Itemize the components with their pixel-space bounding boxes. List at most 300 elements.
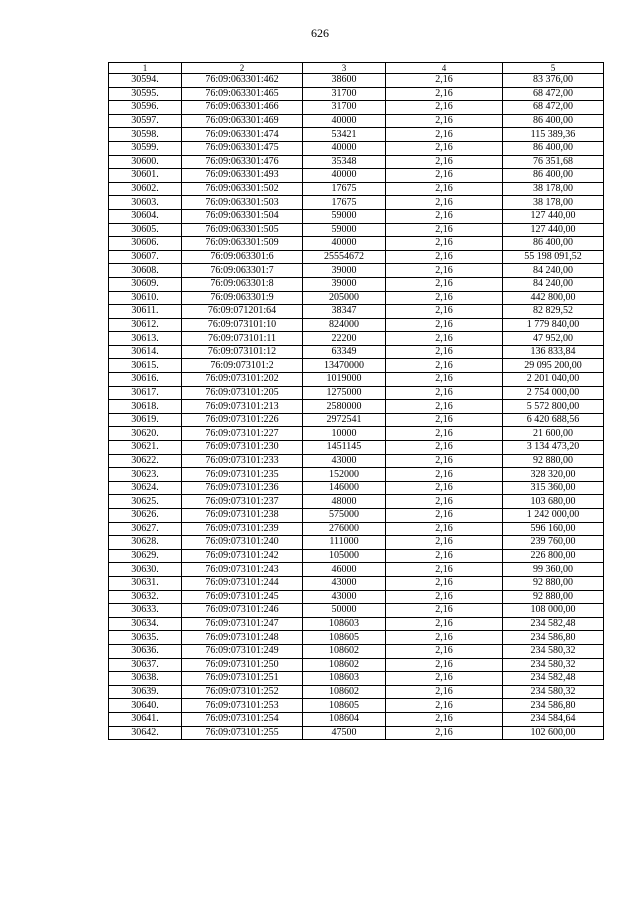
cadastral-number-cell: 76:09:063301:509 [182,237,303,251]
row-number-cell: 30604. [109,209,182,223]
rate-value-cell: 2,16 [386,509,503,523]
cadastral-number-cell: 76:09:063301:466 [182,101,303,115]
rate-value-cell: 2,16 [386,223,503,237]
table-row [109,644,604,658]
area-value-cell: 35348 [303,155,386,169]
row-number-cell: 30625. [109,495,182,509]
table-row [109,631,604,645]
rate-value-cell: 2,16 [386,291,503,305]
rate-value-cell: 2,16 [386,277,503,291]
table-row [109,658,604,672]
area-value-cell: 2580000 [303,400,386,414]
amount-value-cell: 127 440,00 [503,209,604,223]
area-value-cell: 1451145 [303,441,386,455]
row-number-cell: 30595. [109,87,182,101]
table-row [109,441,604,455]
table-row [109,155,604,169]
row-number-cell: 30636. [109,644,182,658]
amount-value-cell: 234 582,48 [503,617,604,631]
row-number-cell: 30628. [109,536,182,550]
row-number-cell: 30634. [109,617,182,631]
table-row [109,373,604,387]
row-number-cell: 30596. [109,101,182,115]
area-value-cell: 111000 [303,536,386,550]
cadastral-number-cell: 76:09:073101:2 [182,359,303,373]
row-number-cell: 30617. [109,386,182,400]
area-value-cell: 108602 [303,685,386,699]
cadastral-number-cell: 76:09:073101:233 [182,454,303,468]
amount-value-cell: 234 584,64 [503,712,604,726]
rate-value-cell: 2,16 [386,128,503,142]
row-number-cell: 30627. [109,522,182,536]
amount-value-cell: 2 754 000,00 [503,386,604,400]
area-value-cell: 276000 [303,522,386,536]
table-row [109,536,604,550]
area-value-cell: 59000 [303,209,386,223]
table-row [109,74,604,88]
table-row [109,495,604,509]
row-number-cell: 30623. [109,468,182,482]
row-number-cell: 30642. [109,726,182,740]
cadastral-number-cell: 76:09:063301:505 [182,223,303,237]
table-row [109,332,604,346]
row-number-cell: 30630. [109,563,182,577]
rate-value-cell: 2,16 [386,427,503,441]
rate-value-cell: 2,16 [386,685,503,699]
area-value-cell: 17675 [303,196,386,210]
area-value-cell: 40000 [303,114,386,128]
amount-value-cell: 86 400,00 [503,237,604,251]
amount-value-cell: 99 360,00 [503,563,604,577]
table-row [109,427,604,441]
row-number-cell: 30626. [109,509,182,523]
cadastral-number-cell: 76:09:073101:202 [182,373,303,387]
rate-value-cell: 2,16 [386,169,503,183]
area-value-cell: 53421 [303,128,386,142]
rate-value-cell: 2,16 [386,481,503,495]
rate-value-cell: 2,16 [386,413,503,427]
table-row [109,481,604,495]
cadastral-number-cell: 76:09:063301:462 [182,74,303,88]
amount-value-cell: 234 580,32 [503,644,604,658]
rate-value-cell: 2,16 [386,631,503,645]
area-value-cell: 31700 [303,101,386,115]
table-row [109,223,604,237]
cadastral-number-cell: 76:09:073101:243 [182,563,303,577]
amount-value-cell: 38 178,00 [503,196,604,210]
amount-value-cell: 5 572 800,00 [503,400,604,414]
area-value-cell: 48000 [303,495,386,509]
cadastral-number-cell: 76:09:073101:246 [182,604,303,618]
cadastral-number-cell: 76:09:073101:237 [182,495,303,509]
cadastral-number-cell: 76:09:073101:245 [182,590,303,604]
area-value-cell: 40000 [303,237,386,251]
area-value-cell: 31700 [303,87,386,101]
area-value-cell: 25554672 [303,250,386,264]
cadastral-number-cell: 76:09:073101:247 [182,617,303,631]
rate-value-cell: 2,16 [386,644,503,658]
table-header [109,63,604,74]
rate-value-cell: 2,16 [386,305,503,319]
row-number-cell: 30618. [109,400,182,414]
amount-value-cell: 442 800,00 [503,291,604,305]
rate-value-cell: 2,16 [386,182,503,196]
amount-value-cell: 6 420 688,56 [503,413,604,427]
page-number: 626 [311,26,329,40]
rate-value-cell: 2,16 [386,712,503,726]
cadastral-number-cell: 76:09:073101:244 [182,576,303,590]
table-row [109,685,604,699]
rate-value-cell: 2,16 [386,672,503,686]
row-number-cell: 30603. [109,196,182,210]
row-number-cell: 30641. [109,712,182,726]
row-number-cell: 30621. [109,441,182,455]
cadastral-number-cell: 76:09:073101:226 [182,413,303,427]
rate-value-cell: 2,16 [386,495,503,509]
table-row [109,400,604,414]
header-row [109,63,604,74]
amount-value-cell: 102 600,00 [503,726,604,740]
table-row [109,604,604,618]
rate-value-cell: 2,16 [386,373,503,387]
amount-value-cell: 68 472,00 [503,87,604,101]
row-number-cell: 30599. [109,141,182,155]
table-row [109,563,604,577]
row-number-cell: 30635. [109,631,182,645]
table-row [109,196,604,210]
row-number-cell: 30633. [109,604,182,618]
table-row [109,305,604,319]
amount-value-cell: 38 178,00 [503,182,604,196]
rate-value-cell: 2,16 [386,386,503,400]
row-number-cell: 30600. [109,155,182,169]
amount-value-cell: 234 586,80 [503,699,604,713]
area-value-cell: 39000 [303,264,386,278]
table-row [109,699,604,713]
cadastral-number-cell: 76:09:073101:253 [182,699,303,713]
area-value-cell: 2972541 [303,413,386,427]
row-number-cell: 30601. [109,169,182,183]
amount-value-cell: 1 779 840,00 [503,318,604,332]
table-row [109,318,604,332]
amount-value-cell: 315 360,00 [503,481,604,495]
table-body [109,74,604,740]
area-value-cell: 108604 [303,712,386,726]
amount-value-cell: 29 095 200,00 [503,359,604,373]
area-value-cell: 152000 [303,468,386,482]
table-row [109,250,604,264]
area-value-cell: 146000 [303,481,386,495]
rate-value-cell: 2,16 [386,141,503,155]
area-value-cell: 205000 [303,291,386,305]
rate-value-cell: 2,16 [386,617,503,631]
area-value-cell: 105000 [303,549,386,563]
area-value-cell: 22200 [303,332,386,346]
amount-value-cell: 92 880,00 [503,576,604,590]
cadastral-number-cell: 76:09:063301:474 [182,128,303,142]
row-number-cell: 30607. [109,250,182,264]
rate-value-cell: 2,16 [386,101,503,115]
row-number-cell: 30632. [109,590,182,604]
row-number-cell: 30598. [109,128,182,142]
amount-value-cell: 92 880,00 [503,454,604,468]
row-number-cell: 30610. [109,291,182,305]
rate-value-cell: 2,16 [386,400,503,414]
rate-value-cell: 2,16 [386,332,503,346]
cadastral-number-cell: 76:09:063301:9 [182,291,303,305]
table-row [109,277,604,291]
area-value-cell: 40000 [303,169,386,183]
amount-value-cell: 239 760,00 [503,536,604,550]
area-value-cell: 46000 [303,563,386,577]
cadastral-number-cell: 76:09:063301:493 [182,169,303,183]
cadastral-number-cell: 76:09:073101:252 [182,685,303,699]
row-number-cell: 30609. [109,277,182,291]
rate-value-cell: 2,16 [386,209,503,223]
rate-value-cell: 2,16 [386,318,503,332]
cadastral-number-cell: 76:09:073101:235 [182,468,303,482]
amount-value-cell: 86 400,00 [503,114,604,128]
row-number-cell: 30629. [109,549,182,563]
cadastral-number-cell: 76:09:073101:249 [182,644,303,658]
amount-value-cell: 328 320,00 [503,468,604,482]
row-number-cell: 30614. [109,345,182,359]
rate-value-cell: 2,16 [386,658,503,672]
cadastral-number-cell: 76:09:063301:504 [182,209,303,223]
amount-value-cell: 2 201 040,00 [503,373,604,387]
rate-value-cell: 2,16 [386,74,503,88]
amount-value-cell: 3 134 473,20 [503,441,604,455]
row-number-cell: 30620. [109,427,182,441]
cadastral-number-cell: 76:09:073101:251 [182,672,303,686]
cadastral-number-cell: 76:09:073101:250 [182,658,303,672]
table-row [109,386,604,400]
amount-value-cell: 76 351,68 [503,155,604,169]
cadastral-number-cell: 76:09:073101:254 [182,712,303,726]
amount-value-cell: 127 440,00 [503,223,604,237]
rate-value-cell: 2,16 [386,590,503,604]
table-row [109,114,604,128]
amount-value-cell: 234 582,48 [503,672,604,686]
cadastral-number-cell: 76:09:073101:238 [182,509,303,523]
row-number-cell: 30605. [109,223,182,237]
table-row [109,454,604,468]
cadastral-number-cell: 76:09:063301:6 [182,250,303,264]
rate-value-cell: 2,16 [386,359,503,373]
rate-value-cell: 2,16 [386,114,503,128]
table-row [109,359,604,373]
row-number-cell: 30611. [109,305,182,319]
cadastral-number-cell: 76:09:073101:236 [182,481,303,495]
amount-value-cell: 21 600,00 [503,427,604,441]
cadastral-number-cell: 76:09:073101:11 [182,332,303,346]
row-number-cell: 30612. [109,318,182,332]
row-number-cell: 30637. [109,658,182,672]
row-number-cell: 30594. [109,74,182,88]
area-value-cell: 43000 [303,590,386,604]
rate-value-cell: 2,16 [386,522,503,536]
table-row [109,101,604,115]
table-row [109,468,604,482]
column-header-4: 4 [386,63,503,74]
area-value-cell: 59000 [303,223,386,237]
area-value-cell: 50000 [303,604,386,618]
area-value-cell: 38600 [303,74,386,88]
area-value-cell: 10000 [303,427,386,441]
row-number-cell: 30606. [109,237,182,251]
rate-value-cell: 2,16 [386,563,503,577]
cadastral-number-cell: 76:09:073101:12 [182,345,303,359]
table-row [109,576,604,590]
table-row [109,237,604,251]
area-value-cell: 17675 [303,182,386,196]
table-row [109,726,604,740]
column-header-1: 1 [109,63,182,74]
rate-value-cell: 2,16 [386,604,503,618]
area-value-cell: 1019000 [303,373,386,387]
amount-value-cell: 108 000,00 [503,604,604,618]
area-value-cell: 40000 [303,141,386,155]
table-row [109,509,604,523]
area-value-cell: 108602 [303,644,386,658]
row-number-cell: 30631. [109,576,182,590]
area-value-cell: 108603 [303,672,386,686]
area-value-cell: 824000 [303,318,386,332]
column-header-3: 3 [303,63,386,74]
row-number-cell: 30640. [109,699,182,713]
table-row [109,291,604,305]
cadastral-number-cell: 76:09:073101:230 [182,441,303,455]
table-row [109,617,604,631]
cadastral-number-cell: 76:09:073101:239 [182,522,303,536]
table-row [109,549,604,563]
area-value-cell: 108602 [303,658,386,672]
area-value-cell: 43000 [303,576,386,590]
row-number-cell: 30608. [109,264,182,278]
area-value-cell: 47500 [303,726,386,740]
amount-value-cell: 86 400,00 [503,141,604,155]
cadastral-number-cell: 76:09:073101:242 [182,549,303,563]
area-value-cell: 575000 [303,509,386,523]
rate-value-cell: 2,16 [386,250,503,264]
rate-value-cell: 2,16 [386,155,503,169]
table-row [109,413,604,427]
row-number-cell: 30597. [109,114,182,128]
table-row [109,522,604,536]
table-row [109,590,604,604]
cadastral-number-cell: 76:09:063301:476 [182,155,303,169]
rate-value-cell: 2,16 [386,576,503,590]
area-value-cell: 108605 [303,631,386,645]
cadastral-number-cell: 76:09:073101:205 [182,386,303,400]
table-row [109,141,604,155]
rate-value-cell: 2,16 [386,468,503,482]
row-number-cell: 30616. [109,373,182,387]
amount-value-cell: 83 376,00 [503,74,604,88]
amount-value-cell: 226 800,00 [503,549,604,563]
amount-value-cell: 115 389,36 [503,128,604,142]
area-value-cell: 108605 [303,699,386,713]
rate-value-cell: 2,16 [386,345,503,359]
data-table [108,62,604,740]
cadastral-number-cell: 76:09:073101:240 [182,536,303,550]
area-value-cell: 38347 [303,305,386,319]
area-value-cell: 39000 [303,277,386,291]
rate-value-cell: 2,16 [386,237,503,251]
cadastral-number-cell: 76:09:073101:227 [182,427,303,441]
table-row [109,264,604,278]
rate-value-cell: 2,16 [386,87,503,101]
area-value-cell: 63349 [303,345,386,359]
area-value-cell: 13470000 [303,359,386,373]
amount-value-cell: 68 472,00 [503,101,604,115]
amount-value-cell: 92 880,00 [503,590,604,604]
cadastral-number-cell: 76:09:071201:64 [182,305,303,319]
table-row [109,169,604,183]
amount-value-cell: 82 829,52 [503,305,604,319]
cadastral-number-cell: 76:09:073101:255 [182,726,303,740]
row-number-cell: 30639. [109,685,182,699]
amount-value-cell: 55 198 091,52 [503,250,604,264]
amount-value-cell: 596 160,00 [503,522,604,536]
row-number-cell: 30638. [109,672,182,686]
rate-value-cell: 2,16 [386,536,503,550]
amount-value-cell: 234 586,80 [503,631,604,645]
table-row [109,128,604,142]
amount-value-cell: 47 952,00 [503,332,604,346]
rate-value-cell: 2,16 [386,726,503,740]
row-number-cell: 30613. [109,332,182,346]
cadastral-number-cell: 76:09:063301:475 [182,141,303,155]
cadastral-number-cell: 76:09:063301:8 [182,277,303,291]
amount-value-cell: 1 242 000,00 [503,509,604,523]
row-number-cell: 30619. [109,413,182,427]
rate-value-cell: 2,16 [386,264,503,278]
area-value-cell: 108603 [303,617,386,631]
rate-value-cell: 2,16 [386,454,503,468]
amount-value-cell: 136 833,84 [503,345,604,359]
cadastral-number-cell: 76:09:073101:213 [182,400,303,414]
row-number-cell: 30622. [109,454,182,468]
rate-value-cell: 2,16 [386,549,503,563]
row-number-cell: 30615. [109,359,182,373]
cadastral-number-cell: 76:09:063301:465 [182,87,303,101]
column-header-2: 2 [182,63,303,74]
amount-value-cell: 84 240,00 [503,277,604,291]
table-row [109,672,604,686]
row-number-cell: 30624. [109,481,182,495]
column-header-5: 5 [503,63,604,74]
table-row [109,712,604,726]
amount-value-cell: 86 400,00 [503,169,604,183]
table-row [109,87,604,101]
area-value-cell: 1275000 [303,386,386,400]
amount-value-cell: 234 580,32 [503,685,604,699]
rate-value-cell: 2,16 [386,699,503,713]
table-row [109,345,604,359]
rate-value-cell: 2,16 [386,196,503,210]
area-value-cell: 43000 [303,454,386,468]
table-row [109,182,604,196]
cadastral-number-cell: 76:09:073101:10 [182,318,303,332]
rate-value-cell: 2,16 [386,441,503,455]
cadastral-number-cell: 76:09:063301:7 [182,264,303,278]
amount-value-cell: 84 240,00 [503,264,604,278]
row-number-cell: 30602. [109,182,182,196]
amount-value-cell: 103 680,00 [503,495,604,509]
cadastral-number-cell: 76:09:073101:248 [182,631,303,645]
amount-value-cell: 234 580,32 [503,658,604,672]
